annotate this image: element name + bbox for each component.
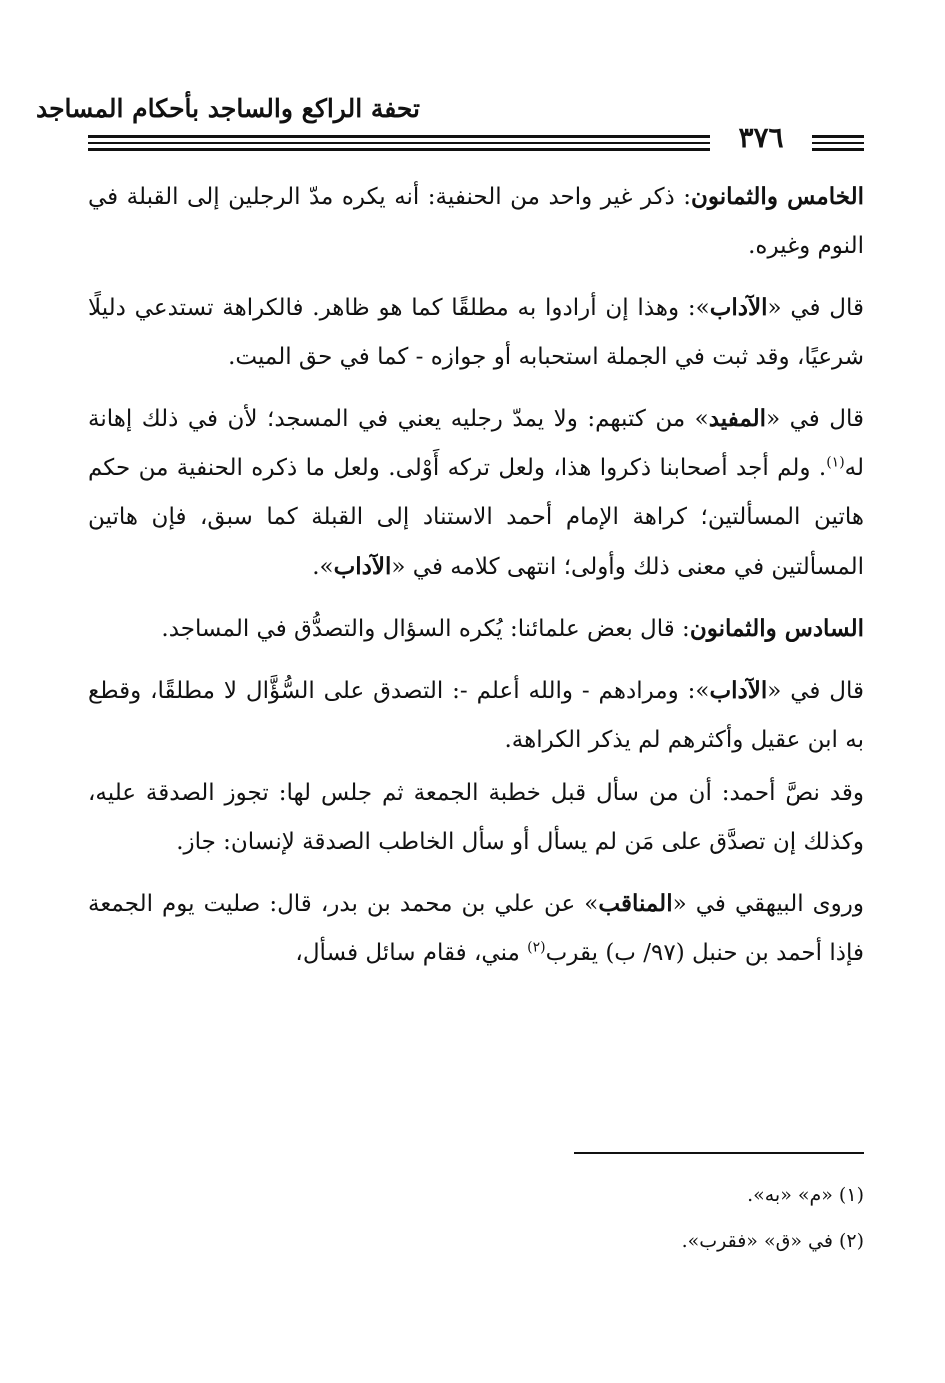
- paragraph-adab-2: [88, 666, 864, 765]
- quote-open: قال في «: [766, 406, 865, 432]
- footnote-separator: [574, 1152, 864, 1154]
- footnote-2: (٢) في «ق» «فقرب».: [681, 1230, 864, 1252]
- quote-open: قال في «: [767, 678, 864, 704]
- paragraph-text: وقد نصَّ أحمد: أن من سأل قبل خطبة الجمعة ثم جلس لها: تجوز الصدقة عليه، وكذلك إن تصدَّق على مَن لم يسأل أو سأل الخاطب الصدقة لإنسان: جاز.: [88, 780, 864, 855]
- quote-open: وروى البيهقي في «: [672, 891, 865, 917]
- header-rule: [88, 142, 710, 144]
- footnotes: [88, 1172, 864, 1264]
- paragraph-86: [88, 604, 864, 654]
- paragraph-mufid: [88, 394, 864, 592]
- paragraph-text: »: وهذا إن أرادوا به مطلقًا كما هو ظاهر. فالكراهة تستدعي دليلًا شرعيًا، وقد ثبت في الجملة استحبابه أو جوازه - كما في حق الميت.: [88, 295, 864, 370]
- book-title: الآداب: [709, 294, 768, 321]
- book-title: الآداب: [709, 677, 768, 704]
- footnote-1: (١) «م» «به».: [747, 1184, 864, 1206]
- header-rule: [812, 135, 864, 138]
- footnote-marker: (٢): [527, 939, 546, 956]
- paragraph-85: [88, 172, 864, 271]
- paragraph-text: مني، فقام سائل فسأل،: [295, 940, 528, 966]
- paragraph-ahmad: [88, 769, 864, 867]
- page-number: ٣٧٦: [738, 121, 784, 154]
- quote-open: قال في «: [767, 295, 864, 321]
- book-title: المناقب: [598, 890, 673, 917]
- header-rule: [812, 142, 864, 144]
- section-heading: الخامس والثمانون: [691, 183, 865, 210]
- main-text: [88, 172, 864, 990]
- header-rule: [88, 135, 710, 138]
- paragraph-text: » من كتبهم: ولا يمدّ رجليه يعني في المسجد؛ لأن في ذلك إهانة له: [88, 406, 864, 481]
- header-rule: [88, 148, 710, 151]
- book-title: المفيد: [708, 405, 767, 432]
- paragraph-text: » عن علي بن محمد بن بدر، قال: صليت يوم الجمعة فإذا أحمد بن حنبل (٩٧/ ب) يقرب: [88, 891, 864, 966]
- book-title: الآداب: [333, 553, 392, 580]
- paragraph-text: : ذكر غير واحد من الحنفية: أنه يكره مدّ الرجلين إلى القبلة في النوم وغيره.: [88, 184, 864, 259]
- paragraph-text: : قال بعض علمائنا: يُكره السؤال والتصدُّق في المساجد.: [161, 616, 690, 642]
- running-title: تحفة الراكع والساجد بأحكام المساجد: [35, 94, 420, 123]
- paragraph-text: . ولم أجد أصحابنا ذكروا هذا، ولعل تركه أَوْلى. ولعل ما ذكره الحنفية من حكم هاتين المسألتين؛ كراهة الإمام أحمد الاستناد إلى القبلة كما سبق، فإن هاتين المسألتين في معنى ذلك وأولى؛ انتهى كلامه في «: [88, 455, 864, 580]
- paragraph-text: »: ومرادهم - والله أعلم -: التصدق على السُّؤَّال لا مطلقًا، وقطع به ابن عقيل وأكثرهم لم يذكر الكراهة.: [88, 678, 864, 753]
- footnote-marker: (١): [826, 454, 845, 471]
- header-rule: [812, 148, 864, 151]
- section-heading: السادس والثمانون: [689, 615, 864, 642]
- paragraph-adab-1: [88, 283, 864, 382]
- quote-close: ».: [312, 554, 334, 580]
- paragraph-bayhaqi: [88, 879, 864, 978]
